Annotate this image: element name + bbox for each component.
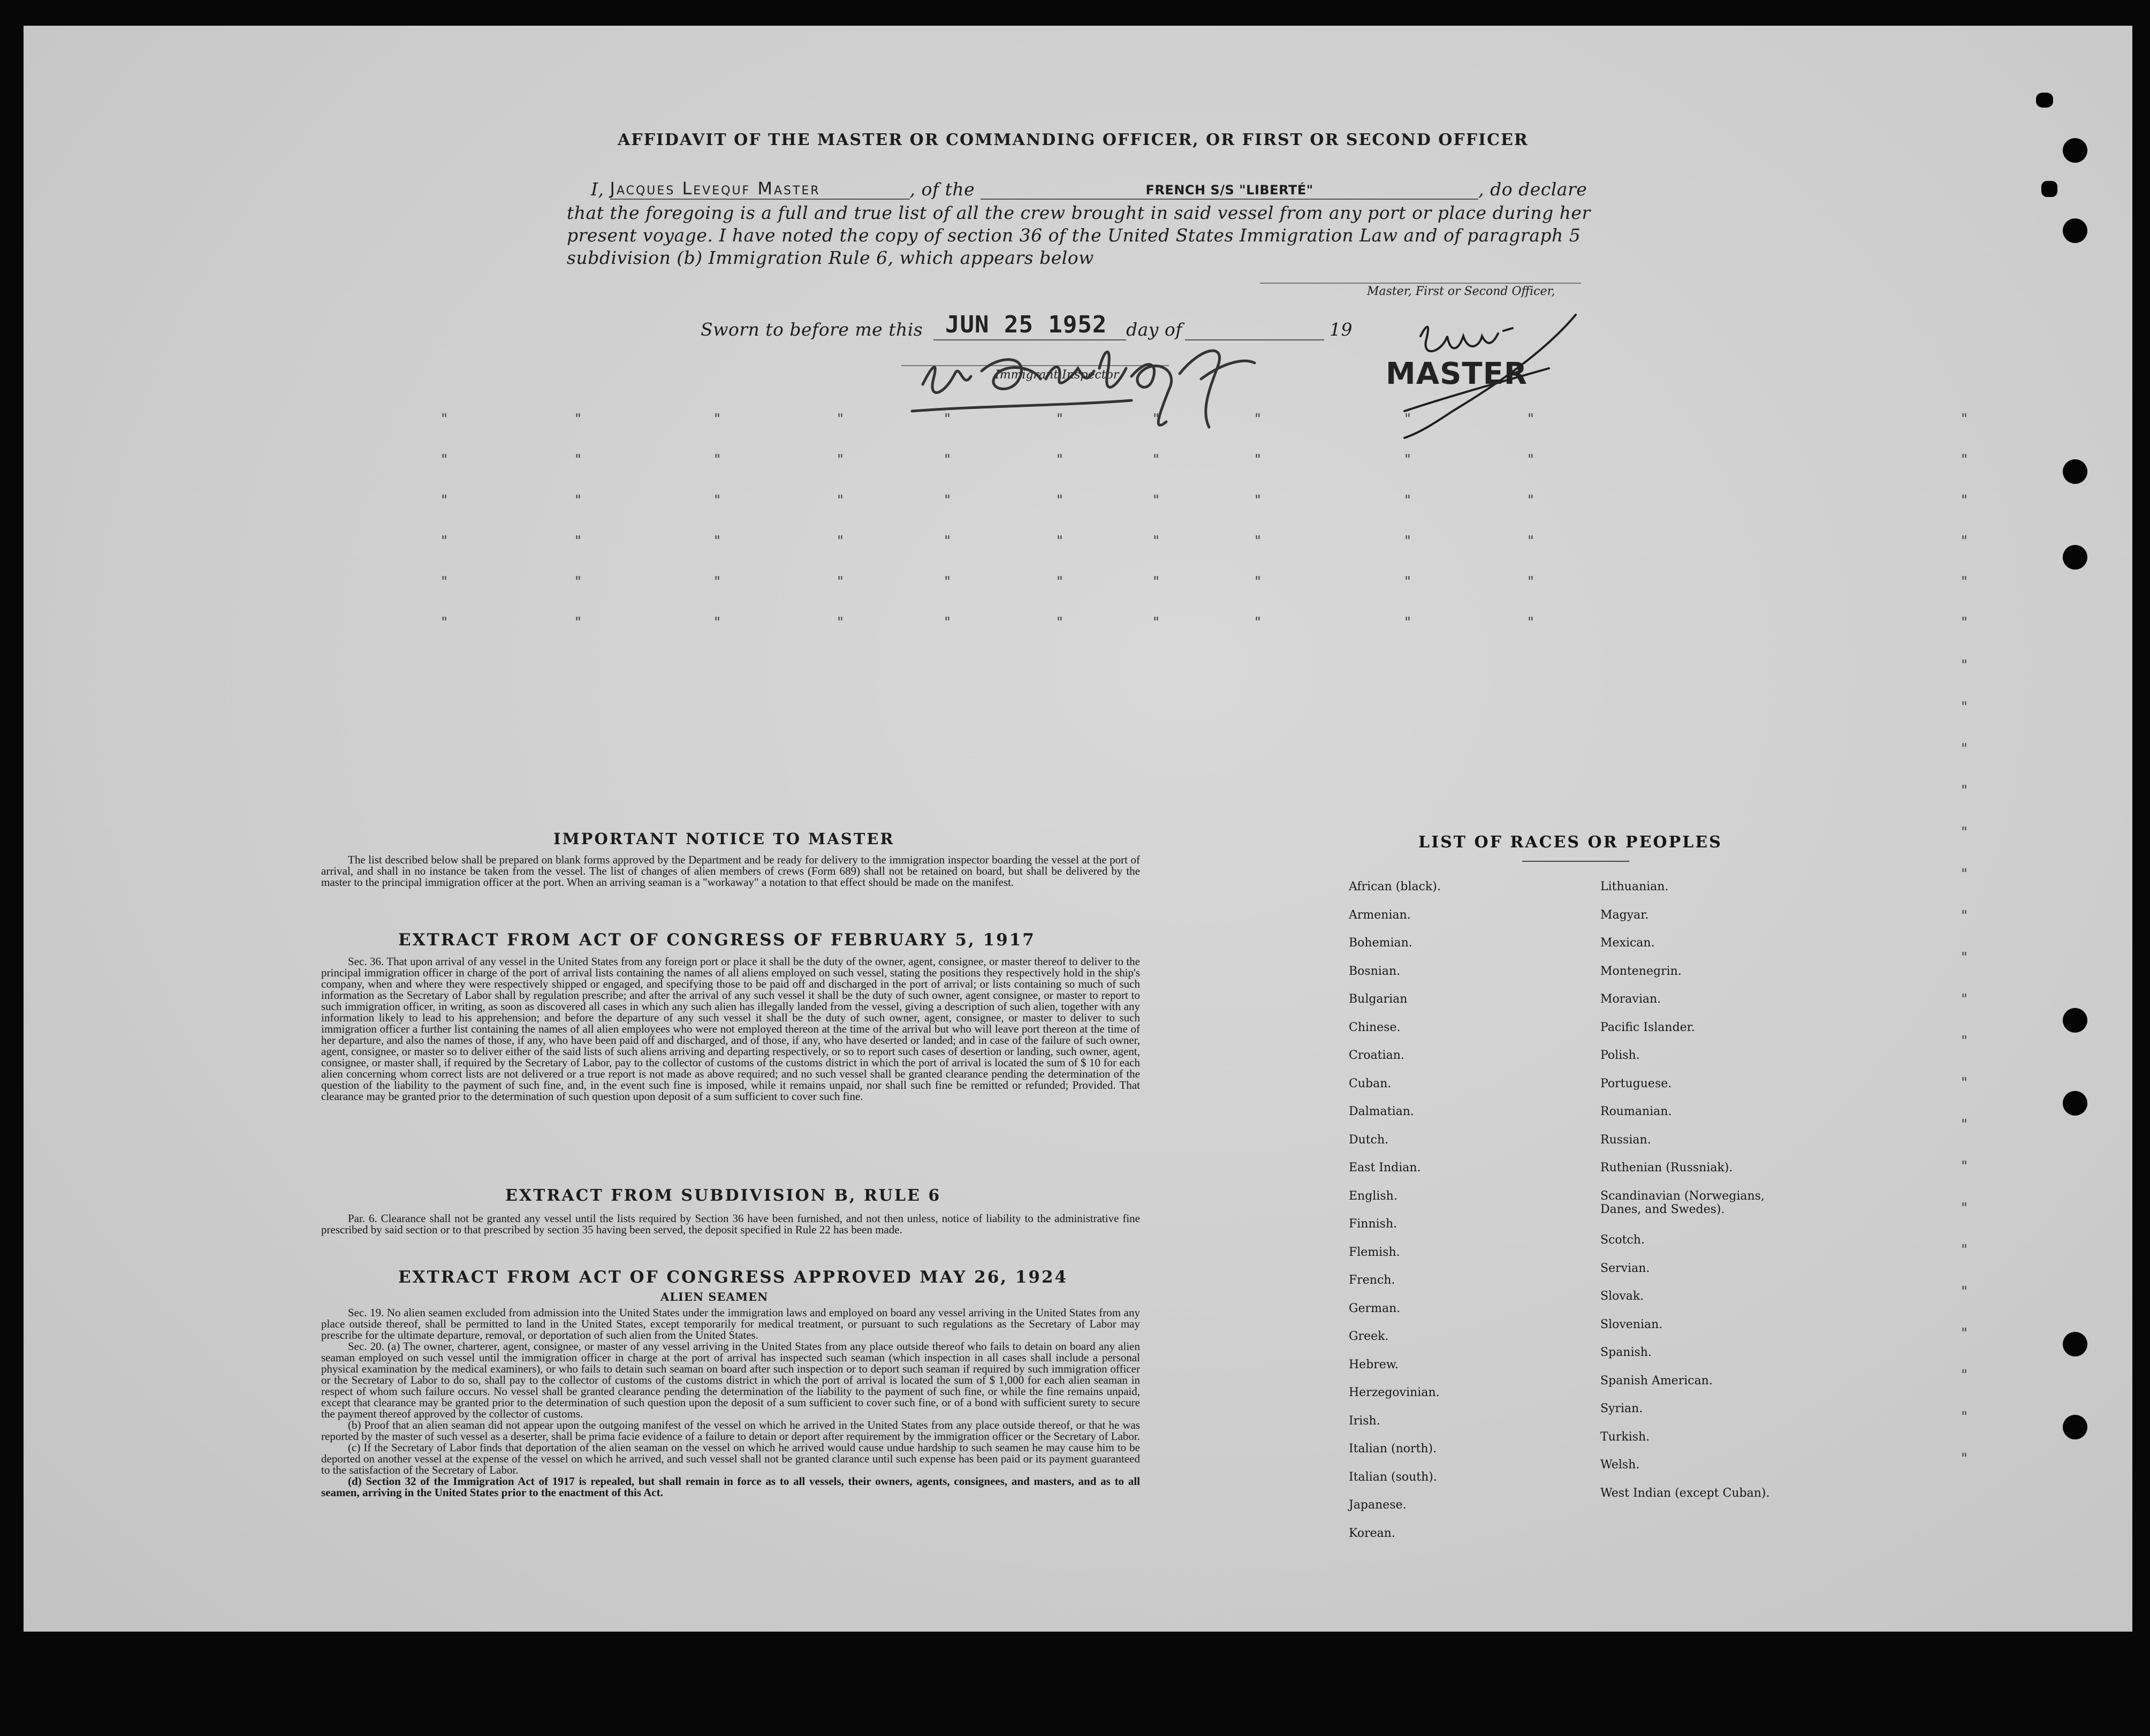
ditto-mark: " — [441, 452, 447, 468]
race-item: Slovenian. — [1600, 1317, 1663, 1331]
torn-mark — [2041, 181, 2057, 197]
race-item: Dalmatian. — [1349, 1105, 1414, 1118]
day-of-text: day of — [1126, 319, 1183, 340]
ditto-mark: " — [944, 492, 951, 509]
ditto-mark: " — [1528, 574, 1534, 590]
ditto-mark: " — [944, 411, 951, 427]
ditto-mark: " — [1528, 615, 1534, 631]
ditto-mark: " — [1404, 615, 1411, 631]
binder-hole — [2063, 545, 2087, 570]
affidavit-line-4: subdivision (b) Immigration Rule 6, which appears below — [567, 247, 1094, 268]
manifest-page — [24, 26, 2132, 1632]
ditto-mark: " — [1961, 991, 1967, 1007]
race-item: Portuguese. — [1600, 1077, 1672, 1090]
ditto-mark: " — [1057, 615, 1063, 631]
ditto-mark: " — [1961, 908, 1967, 924]
ditto-mark: " — [1961, 1033, 1967, 1049]
race-item: German. — [1349, 1301, 1401, 1315]
race-item: Servian. — [1600, 1261, 1650, 1275]
section-20d-paragraph: (d) Section 32 of the Immigration Act of 1917 is repealed, but shall remain in force as to all vessels, their owners, agents, consignees, and masters, and as to all seamen, arriving in the United States prior to the enactment of this Act. — [321, 1475, 1140, 1499]
ditto-mark: " — [1961, 866, 1967, 882]
race-item: Turkish. — [1600, 1430, 1650, 1444]
sworn-text: Sworn to before me this — [701, 319, 923, 340]
races-title-rule — [1522, 861, 1629, 862]
ditto-mark: " — [575, 411, 581, 427]
subdivision-b-title: EXTRACT FROM SUBDIVISION B, RULE 6 — [505, 1186, 941, 1205]
binder-hole — [2063, 218, 2087, 243]
race-item: Scandinavian (Norwegians, Danes, and Swedes). — [1600, 1189, 1765, 1216]
binder-hole — [2063, 138, 2087, 163]
ditto-mark: " — [1961, 574, 1967, 590]
race-item: Scotch. — [1600, 1233, 1645, 1247]
affidavit-line-1 — [591, 178, 1587, 200]
ditto-mark: " — [1961, 615, 1967, 631]
ditto-mark: " — [1057, 452, 1063, 468]
race-item: Slovak. — [1600, 1290, 1644, 1303]
ditto-mark: " — [1404, 492, 1411, 509]
ditto-mark: " — [1961, 699, 1967, 715]
section-36-paragraph: Sec. 36. That upon arrival of any vessel in the United States from any foreign port or place it shall be the duty of the owner, agent, consignee, or master thereof to deliver to the principal immigration officer in charge of the port of arrival lists containing the names of all aliens employed on such vessel, stating the positions they respectively hold in the ship's company, when and where they were respectively shipped or engaged, and specifying those to be paid off and discharged in the port of arrival; or lists containing so much of such information as the Secretary of Labor shall by regulation prescribe; and after the arrival of any such vessel it shall be the duty of such owner, agent consignee, or master to report to such immigration officer, in writing, as soon as discovered all cases in which any such alien has illegally landed from the vessel, giving a description of such alien, together with any information likely to lead to his apprehension; and before the departure of any such vessel it shall be the duty of such owner, agent, consignee, or master to deliver to such immigration officer a further list containing the names of all alien employees who were not employed thereon at the time of the arrival but who will leave port thereon at the time of her departure, and also the names of those, if any, who have been paid off and discharged, and of those, if any, who have deserted or landed; and in case of the failure of such owner, agent, consignee, or master so to deliver either of the said lists of such aliens arriving and departing respectively, or so to report such cases of desertion or landing, such owner, agent, consignee, or master shall, if required by the Secretary of Labor, pay to the collector of customs of the customs district in which the port of arrival is located the sum of $ 10 for each alien concerning whom correct lists are not delivered or a true report is not made as above required; and no such vessel shall be granted clearance pending the determination of the question of the liability to the payment of such fine, and, in the event such fine is imposed, while it remains unpaid, nor shall such fine be remitted or refunded; Provided. That clearance may be granted prior to the determination of such question upon deposit of a sum sufficient to cover such fine. — [321, 955, 1140, 1103]
do-declare: , do declare — [1478, 179, 1587, 200]
race-item: Chinese. — [1349, 1020, 1401, 1034]
ditto-mark: " — [1961, 1200, 1967, 1216]
ditto-mark: " — [1961, 657, 1967, 673]
master-name: Jacques Levequf Master — [610, 178, 821, 199]
ditto-mark: " — [575, 492, 581, 509]
race-item: Korean. — [1349, 1526, 1395, 1540]
ditto-mark: " — [1255, 411, 1261, 427]
race-item: Bohemian. — [1349, 936, 1412, 950]
affidavit-title: AFFIDAVIT OF THE MASTER OR COMMANDING OFFICER, OR FIRST OR SECOND OFFICER — [618, 131, 1529, 149]
race-item: Hebrew. — [1349, 1358, 1399, 1371]
ditto-mark: " — [837, 411, 844, 427]
ditto-mark: " — [1153, 452, 1159, 468]
race-item: Irish. — [1349, 1414, 1380, 1428]
race-item: Pacific Islander. — [1600, 1020, 1695, 1034]
ditto-mark: " — [1255, 533, 1261, 549]
ditto-mark: " — [575, 615, 581, 631]
ditto-mark: " — [1961, 452, 1967, 468]
race-item: Italian (south). — [1349, 1470, 1437, 1484]
race-item: Flemish. — [1349, 1245, 1400, 1259]
section-20b-paragraph: (b) Proof that an alien seaman did not appear upon the outgoing manifest of the vessel on which he arrived in the United States from any place outside thereof, or that he was reported by the master of such vessel as a deserter, shall be prima facie evidence of a failure to detain or deport after requirement by the immigration officer or the Secretary of Labor. — [321, 1419, 1140, 1443]
ditto-mark: " — [1404, 574, 1411, 590]
race-item: Finnish. — [1349, 1217, 1397, 1231]
extract-1917-title: EXTRACT FROM ACT OF CONGRESS OF FEBRUARY 5, 1917 — [398, 930, 1036, 950]
race-item: Polish. — [1600, 1049, 1640, 1062]
ditto-mark: " — [944, 533, 951, 549]
race-item: Roumanian. — [1600, 1105, 1672, 1118]
race-item: Russian. — [1600, 1133, 1651, 1147]
ditto-mark: " — [837, 492, 844, 509]
race-item: Welsh. — [1600, 1458, 1640, 1472]
master-stamp: MASTER — [1386, 357, 1528, 391]
vessel-name: FRENCH S/S "LIBERTÉ" — [1145, 183, 1313, 198]
section-20a-paragraph: Sec. 20. (a) The owner, charterer, agent, consignee, or master of any vessel arriving in the United States from any place outside thereof who fails to detain on board any alien seaman employed on such vessel until the immigration officer in charge at the port of arrival has inspected such seaman (which inspection in all cases shall include a personal physical examination by the medical examiners), or who fails to detain such seaman on board after such inspection or to deport such seaman if required by such immigration officer or the Secretary of Labor to do so, shall pay to the collector of customs of the customs district in which the port of arrival is located the sum of $ 1,000 for each alien seaman in respect of whom such failure occurs. No vessel shall be granted clearance pending the determination of the liability to the payment of such fine, or while the fine remains unpaid, except that clearance may be granted prior to the determination of such question upon the deposit of a sum sufficient to cover such fine, or of a bond with sufficient surety to secure the payment thereof approved by the collector of customs. — [321, 1340, 1140, 1420]
ditto-mark: " — [1057, 492, 1063, 509]
ditto-mark: " — [1961, 1242, 1967, 1258]
ditto-mark: " — [441, 533, 447, 549]
ditto-mark: " — [1961, 1284, 1967, 1300]
race-item: Armenian. — [1349, 908, 1411, 922]
vessel-field — [981, 178, 1478, 200]
ditto-mark: " — [1404, 533, 1411, 549]
ditto-mark: " — [1153, 492, 1159, 509]
race-item: African (black). — [1349, 880, 1441, 893]
race-item: Montenegrin. — [1600, 964, 1682, 978]
paragraph-6: Par. 6. Clearance shall not be granted any vessel until the lists required by Section 36 have been furnished, and not then unless, notice of liability to the administrative fine prescribed by said section or to that prescribed by section 35 having been served, the deposit specified in Rule 22 has been made. — [321, 1212, 1140, 1236]
ditto-mark: " — [441, 411, 447, 427]
race-item: Moravian. — [1600, 992, 1661, 1006]
ditto-mark: " — [1961, 824, 1967, 840]
ditto-mark: " — [714, 615, 720, 631]
race-item: Spanish American. — [1600, 1374, 1713, 1388]
ditto-mark: " — [837, 574, 844, 590]
pronoun-i: I, — [591, 179, 604, 200]
race-item: Dutch. — [1349, 1133, 1389, 1147]
ditto-mark: " — [1404, 411, 1411, 427]
ditto-mark: " — [1528, 411, 1534, 427]
race-item: Bulgarian — [1349, 992, 1408, 1006]
race-item: Croatian. — [1349, 1049, 1404, 1062]
notice-text — [321, 854, 1140, 888]
ditto-mark: " — [1057, 574, 1063, 590]
ditto-mark: " — [837, 452, 844, 468]
master-name-field — [610, 178, 910, 200]
race-item: English. — [1349, 1189, 1397, 1203]
ditto-mark: " — [714, 452, 720, 468]
ditto-mark: " — [1961, 1325, 1967, 1341]
notice-title: IMPORTANT NOTICE TO MASTER — [553, 830, 895, 848]
subdivision-b-text — [321, 1213, 1140, 1235]
binder-hole — [2063, 459, 2087, 484]
section-20c-paragraph: (c) If the Secretary of Labor finds that deportation of the alien seaman on the vessel on which he arrived would cause undue hardship to such seamen he may cause him to be deported on another vessel at the expense of the vessel on which he arrived, and such vessel shall not be granted clarance until such expense has been paid or its payment guaranteed to the satisfaction of the Secretary of Labor. — [321, 1441, 1140, 1476]
race-item: Ruthenian (Russniak). — [1600, 1161, 1733, 1174]
ditto-mark: " — [714, 574, 720, 590]
ditto-mark: " — [1255, 452, 1261, 468]
ditto-mark: " — [714, 492, 720, 509]
ditto-mark: " — [944, 452, 951, 468]
ditto-mark: " — [1961, 411, 1967, 427]
ditto-mark: " — [1961, 783, 1967, 799]
extract-1917-text — [321, 956, 1140, 1102]
affidavit-line-2: that the foregoing is a full and true list of all the crew brought in said vessel from any port or place during her — [567, 202, 1591, 223]
ditto-mark: " — [1961, 741, 1967, 757]
section-19-paragraph: Sec. 19. No alien seamen excluded from admission into the United States under the immigration laws and employed on board any vessel arriving in the United States from any place outside thereof, shall be permitted to land in the United States, except temporarily for medical treatment, or pursuant to such regulations as the Secretary of Labor may prescribe for the ultimate departure, removal, or deportation of such alien from the United States. — [321, 1306, 1140, 1341]
ditto-mark: " — [1528, 452, 1534, 468]
race-item: Spanish. — [1600, 1346, 1652, 1360]
race-item: Mexican. — [1600, 936, 1655, 950]
ditto-mark: " — [1153, 533, 1159, 549]
ditto-mark: " — [714, 411, 720, 427]
ditto-mark: " — [1255, 492, 1261, 509]
race-item: Syrian. — [1600, 1402, 1643, 1416]
master-signature-line — [1260, 283, 1581, 284]
binder-hole — [2063, 1008, 2087, 1033]
ditto-mark: " — [837, 615, 844, 631]
ditto-mark: " — [441, 492, 447, 509]
race-item: Japanese. — [1349, 1498, 1407, 1512]
master-caption: Master, First or Second Officer, — [1367, 285, 1555, 298]
binder-hole — [2063, 1332, 2087, 1356]
races-title: LIST OF RACES OR PEOPLES — [1418, 833, 1722, 852]
extract-1924-title: EXTRACT FROM ACT OF CONGRESS APPROVED MAY 26, 1924 — [398, 1268, 1068, 1287]
binder-hole — [2063, 1415, 2087, 1439]
inspector-caption: Immigrant Inspector, — [995, 368, 1121, 382]
race-item: Italian (north). — [1349, 1442, 1437, 1455]
ditto-mark: " — [944, 615, 951, 631]
of-the: , of the — [909, 179, 975, 200]
race-item: Bosnian. — [1349, 964, 1401, 978]
race-item: French. — [1349, 1273, 1395, 1287]
notice-paragraph: The list described below shall be prepared on blank forms approved by the Department and be ready for delivery to the immigration inspector boarding the vessel at the port of arrival, and shall in no instance be taken from the vessel. The list of changes of alien members of crews (Form 689) shall not be retained on board, but shall be delivered by the master to the principal immigration officer at the port. When an arriving seaman is a "workaway" a notation to that effect should be made on the manifest. — [321, 853, 1140, 889]
ditto-mark: " — [441, 574, 447, 590]
affidavit-line-3: present voyage. I have noted the copy of section 36 of the United States Immigration Law and of paragraph 5 — [567, 225, 1581, 246]
ditto-mark: " — [575, 574, 581, 590]
race-item: Greek. — [1349, 1330, 1389, 1343]
extract-1924-text — [321, 1307, 1140, 1498]
ditto-mark: " — [1255, 574, 1261, 590]
ditto-mark: " — [1153, 615, 1159, 631]
ditto-mark: " — [1961, 492, 1967, 509]
ditto-mark: " — [1057, 411, 1063, 427]
ditto-mark: " — [1961, 1451, 1967, 1467]
torn-mark — [2036, 93, 2053, 108]
ditto-mark: " — [1961, 533, 1967, 549]
ditto-mark: " — [1961, 1075, 1967, 1091]
ditto-mark: " — [944, 574, 951, 590]
ditto-mark: " — [1961, 950, 1967, 966]
ditto-mark: " — [1961, 1117, 1967, 1133]
binder-hole — [2063, 1091, 2087, 1116]
ditto-mark: " — [714, 533, 720, 549]
ditto-mark: " — [1528, 492, 1534, 509]
ditto-mark: " — [1404, 452, 1411, 468]
inspector-signature — [901, 325, 1308, 443]
date-stamp: JUN 25 1952 — [945, 311, 1107, 338]
ditto-mark: " — [1961, 1409, 1967, 1425]
race-item: Cuban. — [1349, 1077, 1392, 1090]
ditto-mark: " — [1528, 533, 1534, 549]
race-item: Lithuanian. — [1600, 880, 1669, 893]
race-item: Magyar. — [1600, 908, 1649, 922]
ditto-mark: " — [575, 452, 581, 468]
alien-seamen-subtitle: ALIEN SEAMEN — [660, 1290, 769, 1303]
year-prefix: 19 — [1329, 319, 1353, 340]
ditto-mark: " — [1255, 615, 1261, 631]
ditto-mark: " — [1961, 1367, 1967, 1383]
ditto-mark: " — [1153, 411, 1159, 427]
ditto-mark: " — [575, 533, 581, 549]
ditto-mark: " — [1153, 574, 1159, 590]
race-item: Herzegovinian. — [1349, 1386, 1440, 1399]
ditto-mark: " — [1961, 1158, 1967, 1174]
ditto-mark: " — [837, 533, 844, 549]
race-item: East Indian. — [1349, 1161, 1421, 1174]
ditto-mark: " — [1057, 533, 1063, 549]
ditto-mark: " — [441, 615, 447, 631]
race-item: West Indian (except Cuban). — [1600, 1486, 1770, 1500]
